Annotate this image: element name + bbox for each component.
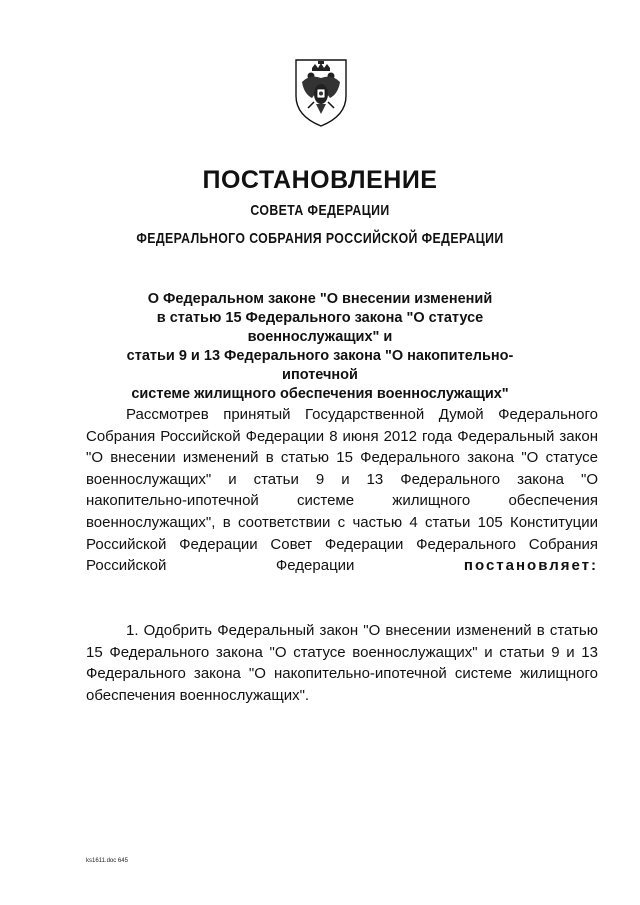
document-title: ПОСТАНОВЛЕНИЕ	[202, 166, 438, 194]
issuer-line-2: ФЕДЕРАЛЬНОГО СОБРАНИЯ РОССИЙСКОЙ ФЕДЕРАЦИИ	[136, 230, 504, 247]
subject-line: в статью 15 Федерального закона "О статусе военнослужащих" и	[156, 310, 484, 345]
resolution-item-1: 1. Одобрить Федеральный закон "О внесении изменений в статью 15 Федерального закона "О статусе военнослужащих" и статьи 9 и 13 Федерального закона "О накопительно-ипотечной системе жилищного обеспечения военнослужащих".	[86, 622, 598, 704]
subject-line: статьи 9 и 13 Федерального закона "О накопительно-ипотечной	[126, 348, 514, 383]
russian-coat-of-arms-icon	[292, 56, 350, 128]
file-reference: ks1611.doc 645	[86, 858, 128, 864]
preamble-text: Рассмотрев принятый Государственной Думой Федерального Собрания Российской Федерации 8 июня 2012 года Федеральный закон "О внесении изменений в статью 15 Федерального закона "О статусе военнослужащих" и статьи 9 и 13 Федерального закона "О накопительно-ипотечной системе жилищного обеспечения военнослужащих", в соответствии с частью 4 статьи 105 Конституции Российской Федерации Совет Федерации Федерального Собрания Российской Федерации	[86, 406, 598, 575]
subject-line: О Федеральном законе "О внесении изменений	[147, 291, 493, 307]
document-subject	[96, 290, 544, 404]
resolves-word: постановляет:	[463, 557, 598, 575]
preamble-paragraph	[86, 404, 598, 577]
issuer-line-1: СОВЕТА ФЕДЕРАЦИИ	[250, 202, 390, 219]
subject-line: системе жилищного обеспечения военнослужащих"	[131, 386, 509, 402]
